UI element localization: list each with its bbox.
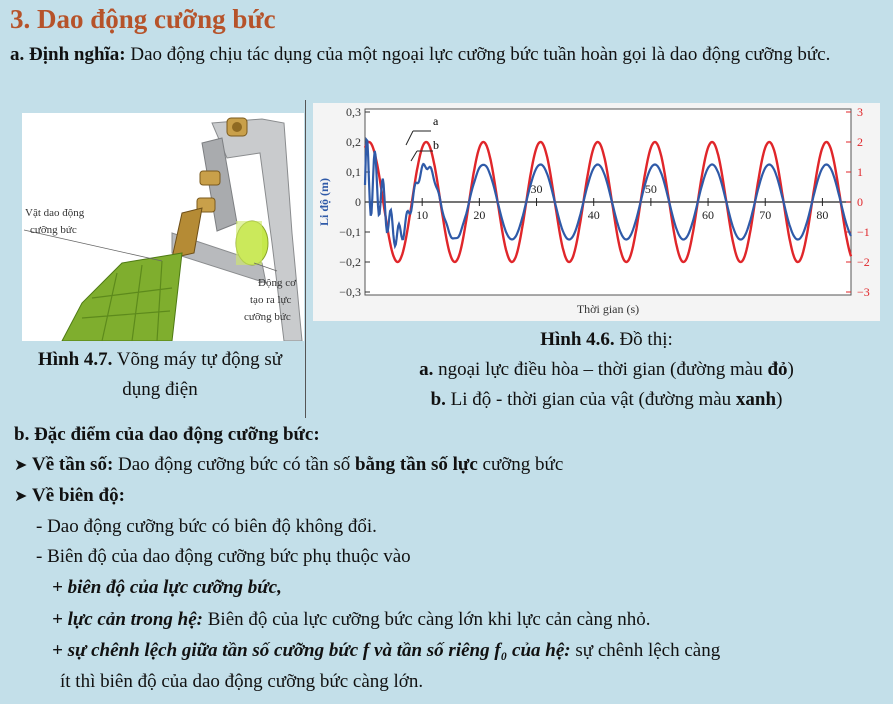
figure-4-6-caption-text: Đồ thị:: [614, 329, 673, 350]
caption-a-text: ngoại lực điều hòa – thời gian (đường màu: [433, 359, 768, 380]
x-tick-label: 30: [530, 182, 543, 196]
arrow-bullet-icon: ➤: [14, 488, 28, 505]
x-tick-label: 40: [587, 208, 600, 222]
dependency-3-text: sự chênh lệch càng: [570, 640, 721, 661]
left-tick-label: −0,2: [339, 255, 361, 269]
caption-a-end: ): [787, 359, 794, 380]
definition-label: a. Định nghĩa:: [10, 44, 126, 65]
left-tick-label: 0,1: [346, 165, 361, 179]
label-object-line1: Vật dao động: [25, 207, 85, 219]
amplitude-label: Về biên độ:: [32, 485, 125, 506]
x-tick-label: 70: [759, 208, 772, 222]
frequency-end: cưỡng bức: [477, 454, 564, 475]
caption-b-end: ): [776, 389, 783, 410]
graph-svg: [313, 103, 880, 321]
figure-4-6-caption-label: Hình 4.6.: [540, 329, 615, 350]
x-tick-label: 50: [644, 182, 657, 196]
right-tick-label: 0: [857, 195, 863, 209]
frequency-label: Về tần số:: [32, 454, 114, 475]
caption-a-label: a.: [419, 359, 434, 380]
frequency-bold: bằng tần số lực: [354, 454, 478, 475]
caption-a-color: đỏ: [767, 359, 788, 380]
frequency-text: Dao động cưỡng bức có tần số: [113, 454, 355, 475]
amplitude-bullet: [14, 481, 125, 512]
forced-oscillation-graph: [313, 103, 880, 321]
left-tick-label: −0,3: [339, 285, 361, 299]
section-title: 3. Dao động cưỡng bức: [10, 4, 276, 34]
frequency-bullet: [14, 450, 563, 481]
curve-label-b: b: [433, 138, 439, 152]
caption-b-text: Li độ - thời gian của vật (đường màu: [445, 389, 736, 410]
left-tick-label: 0,2: [346, 135, 361, 149]
figure-4-6-caption: [313, 325, 880, 415]
definition-text: Dao động chịu tác dụng của một ngoại lực cưỡng bức tuần hoàn gọi là dao động cưỡng bức.: [125, 44, 831, 65]
definition-paragraph: [10, 40, 886, 70]
label-motor-line2: tạo ra lực: [250, 294, 292, 306]
dependency-2-text: Biên độ của lực cưỡng bức càng lớn khi lực cản càng nhỏ.: [203, 609, 651, 630]
dependency-3: [52, 636, 720, 666]
x-axis-title: Thời gian (s): [576, 302, 640, 316]
figure-4-6-caption-a: [313, 355, 880, 385]
label-motor-line1: Động cơ: [258, 277, 296, 289]
label-object-line2: cưỡng bức: [30, 224, 77, 236]
divider-line: [305, 100, 306, 418]
right-tick-label: 3: [857, 105, 863, 119]
x-tick-label: 20: [473, 208, 486, 222]
dependency-2: [52, 605, 650, 635]
x-tick-label: 10: [416, 208, 429, 222]
right-tick-label: −2: [857, 255, 870, 269]
x-tick-label: 80: [816, 208, 829, 222]
x-tick-label: 60: [702, 208, 715, 222]
dependency-3-continued: ít thì biên độ của dao động cưỡng bức càng lớn.: [60, 671, 424, 692]
caption-b-label: b.: [430, 389, 446, 410]
arrow-bullet-icon: ➤: [14, 457, 28, 474]
left-tick-label: 0,3: [346, 105, 361, 119]
features-heading: b. Đặc điểm của dao động cưỡng bức:: [14, 424, 320, 445]
right-tick-label: −1: [857, 225, 870, 239]
amplitude-point-1: - Dao động cưỡng bức có biên độ không đổi.: [36, 516, 377, 537]
figure-4-6-caption-b: [313, 385, 880, 415]
dependency-3-label: + sự chênh lệch giữa tần số cưỡng bức f và tần số riêng f₀ của hệ:: [52, 640, 571, 661]
right-tick-label: 2: [857, 135, 863, 149]
label-motor-line3: cưỡng bức: [244, 311, 291, 323]
amplitude-point-2: - Biên độ của dao động cưỡng bức phụ thuộc vào: [36, 546, 411, 567]
curve-label-a: a: [433, 114, 439, 128]
left-tick-label: 0: [355, 195, 361, 209]
figure-4-7-caption-text: Võng máy tự động sử dụng điện: [112, 349, 283, 400]
right-tick-label: 1: [857, 165, 863, 179]
figure-4-7-caption: [18, 345, 302, 405]
left-tick-label: −0,1: [339, 225, 361, 239]
hammock-photo: [22, 113, 304, 341]
right-tick-label: −3: [857, 285, 870, 299]
figure-4-7-caption-label: Hình 4.7.: [37, 349, 113, 370]
left-axis-title: Li độ (m): [317, 178, 331, 226]
dependency-2-label: + lực cản trong hệ:: [52, 609, 203, 630]
hammock-illustration: [22, 113, 304, 341]
dependency-1: + biên độ của lực cưỡng bức,: [52, 577, 282, 598]
caption-b-color: xanh: [735, 389, 777, 410]
figure-4-6-caption-title: [313, 325, 880, 355]
